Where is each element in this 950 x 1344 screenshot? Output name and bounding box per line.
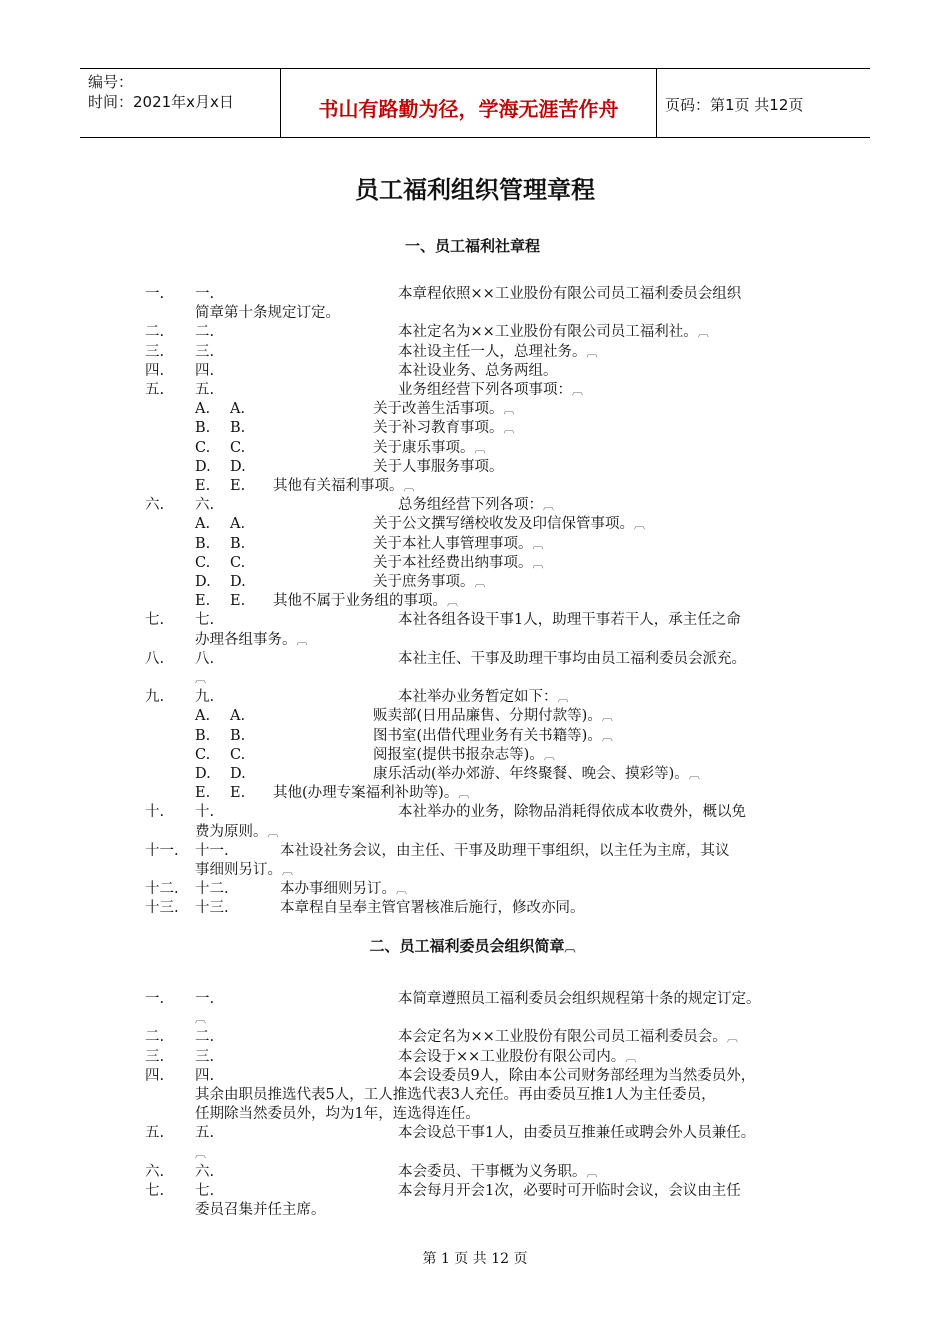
clause-outer-number: 十一.	[145, 842, 179, 859]
clause-text	[195, 1144, 206, 1163]
clause-number: 五.	[195, 1125, 215, 1142]
clause-number: 十三.	[195, 900, 229, 917]
clause-outer-number: 十三.	[145, 900, 179, 917]
clause-outer-number: 一.	[145, 286, 165, 302]
clause-number: 六.	[195, 497, 215, 514]
sub-item-letter: B.	[230, 535, 246, 552]
clause-text: 本社定名为××工业股份有限公司员工福利社。︹	[398, 324, 709, 341]
clause-outer-number: 三.	[145, 1048, 165, 1065]
sub-item-letter: B.	[230, 420, 246, 437]
clause-text: 本社各组各设干事1人，助理干事若干人，承主任之命	[398, 612, 741, 629]
clause-number: C.	[195, 439, 211, 456]
clause-number: 六.	[195, 1163, 215, 1180]
clause-number: 十.	[195, 804, 215, 821]
paragraph-mark-icon: ︹	[396, 883, 407, 897]
clause-text: 本社设主任一人，总理社务。︹	[398, 343, 598, 360]
clause-outer-number: 七.	[145, 1183, 165, 1199]
paragraph-mark-icon: ︹	[458, 787, 470, 801]
clause-number: 八.	[195, 650, 215, 667]
sub-item-letter: A.	[230, 708, 246, 725]
clause-number: 三.	[195, 343, 215, 360]
paragraph-mark-icon: ︹	[586, 345, 598, 359]
document-title: 员工福利组织管理章程	[355, 176, 595, 204]
paragraph-mark-icon: ︹	[688, 768, 700, 781]
paragraph-mark-icon: ︹	[403, 480, 415, 493]
clause-text: 简章第十条规定订定。	[195, 305, 340, 322]
paragraph-mark-icon: ︹	[557, 691, 569, 705]
clause-text: 其他(办理专案福利补助等)。︹	[273, 785, 470, 802]
clause-text: 总务组经营下列各项：︹	[398, 497, 554, 514]
clause-text: 费为原则。︹	[195, 823, 279, 840]
clause-number: 十一.	[195, 842, 229, 859]
clause-text: 本会设委员9人，除由本公司财务部经理为当然委员外，	[398, 1067, 756, 1084]
clause-text	[195, 1009, 206, 1028]
clause-outer-number: 八.	[145, 650, 165, 667]
clause-number: 四.	[195, 1067, 215, 1084]
clause-text: 本办事细则另订。︹	[280, 881, 407, 898]
clause-text: 任期除当然委员外，均为1年，连选得连任。	[195, 1106, 480, 1123]
header-page-info: 页码：第1页 共12页	[665, 96, 804, 114]
clause-number: A.	[195, 401, 211, 418]
sub-item-letter: D.	[230, 574, 246, 590]
clause-outer-number: 五.	[145, 382, 165, 398]
clause-number: B.	[195, 535, 211, 552]
paragraph-mark-icon: ︹	[532, 537, 544, 551]
clause-number: A.	[195, 708, 211, 725]
clause-text: 关于公文撰写缮校收发及印信保管事项。︹	[373, 516, 645, 533]
clause-text: 委员召集并任主席。	[195, 1202, 326, 1219]
clause-text: 本社主任、干事及助理干事均由员工福利委员会派充。	[398, 650, 746, 667]
clause-text: 本会委员、干事概为义务职。︹	[398, 1163, 598, 1180]
clause-number: E.	[195, 593, 211, 610]
paragraph-mark-icon: ︹	[296, 633, 308, 647]
clause-number: B.	[195, 420, 211, 437]
clause-number: 一.	[195, 286, 215, 302]
clause-text: 本社设社务会议，由主任、干事及助理干事组织，以主任为主席，其议	[280, 842, 730, 859]
clause-text: 本会每月开会1次，必要时可开临时会议，会议由主任	[398, 1183, 741, 1199]
page-header	[80, 68, 870, 138]
paragraph-mark-icon: ︹	[282, 864, 293, 877]
header-motto-cell	[281, 69, 657, 137]
paragraph-mark-icon: ︹	[195, 1012, 206, 1026]
clause-outer-number: 九.	[145, 689, 165, 706]
clause-number: 七.	[195, 1183, 215, 1199]
clause-number: D.	[195, 766, 211, 782]
clause-outer-number: 一.	[145, 991, 165, 1007]
clause-number: B.	[195, 727, 211, 744]
doc-time-label: 时间：2021年x月x日	[88, 93, 234, 111]
clause-number: 一.	[195, 991, 215, 1007]
paragraph-mark-icon: ︹	[447, 595, 458, 609]
clause-number: C.	[195, 554, 211, 571]
paragraph-mark-icon: ︹	[634, 518, 645, 532]
sub-item-letter: E.	[230, 593, 246, 610]
sub-item-letter: A.	[230, 401, 246, 418]
clause-outer-number: 六.	[145, 1163, 165, 1180]
sub-item-letter: A.	[230, 516, 246, 533]
clause-outer-number: 四.	[145, 362, 165, 379]
paragraph-mark-icon: ︹	[474, 576, 486, 589]
section1-heading: 一、员工福利社章程	[404, 237, 540, 255]
clause-outer-number: 六.	[145, 497, 165, 514]
sub-item-letter: E.	[230, 785, 246, 802]
clause-text: 其他有关福利事项。︹	[273, 478, 415, 494]
clause-text: 关于本社人事管理事项。︹	[373, 535, 544, 552]
clause-text: 关于改善生活事项。︹	[373, 401, 515, 418]
clause-text: 本章程依照××工业股份有限公司员工福利委员会组织	[398, 286, 742, 302]
paragraph-mark-icon: ︹	[195, 1146, 206, 1160]
clause-text: 图书室(出借代理业务有关书籍等)。︹	[373, 727, 613, 744]
clause-number: 四.	[195, 362, 215, 379]
clause-text: 关于康乐事项。︹	[373, 439, 486, 456]
clause-text: 阅报室(提供书报杂志等)。︹	[373, 746, 555, 763]
paragraph-mark-icon: ︹	[267, 825, 279, 839]
paragraph-mark-icon: ︹	[572, 384, 583, 397]
clause-text: 关于本社经费出纳事项。︹	[373, 554, 544, 571]
clause-text: 关于庶务事项。︹	[373, 574, 486, 590]
clause-outer-number: 二.	[145, 324, 165, 341]
clause-outer-number: 十二.	[145, 881, 179, 898]
sub-item-letter: D.	[230, 458, 246, 475]
clause-number: C.	[195, 746, 211, 763]
clause-number: E.	[195, 785, 211, 802]
clause-number: 二.	[195, 324, 215, 341]
clause-outer-number: 七.	[145, 612, 165, 629]
paragraph-mark-icon: ︹	[503, 403, 515, 417]
clause-outer-number: 五.	[145, 1125, 165, 1142]
clause-text: 事细则另订。︹	[195, 862, 293, 878]
page-footer: 第 1 页 共 12 页	[422, 1251, 528, 1267]
clause-text: 本社举办的业务，除物品消耗得依成本收费外，概以免	[398, 804, 746, 821]
header-meta-cell	[80, 69, 281, 137]
paragraph-mark-icon: ︹	[697, 326, 709, 340]
clause-text: 本简章遵照员工福利委员会组织规程第十条的规定订定。	[398, 991, 761, 1007]
sub-item-letter: B.	[230, 727, 246, 744]
paragraph-mark-icon: ︹	[195, 672, 206, 685]
paragraph-mark-icon: ︹	[474, 441, 486, 455]
paragraph-mark-icon: ︹	[503, 422, 515, 436]
header-page-cell	[657, 69, 870, 137]
clause-number: E.	[195, 478, 211, 494]
clause-text: 其余由职员推选代表5人，工人推选代表3人充任。再由委员互推1人为主任委员，	[195, 1087, 716, 1103]
paragraph-mark-icon: ︹	[601, 729, 613, 743]
sub-item-letter: C.	[230, 554, 246, 571]
clause-number: 二.	[195, 1029, 215, 1046]
paragraph-mark-icon: ︹	[532, 556, 544, 570]
clause-text: 本会设总干事1人，由委员互推兼任或聘会外人员兼任。	[398, 1125, 756, 1142]
clause-outer-number: 四.	[145, 1067, 165, 1084]
paragraph-mark-icon: ︹	[726, 1031, 738, 1045]
clause-text: 其他不属于业务组的事项。︹	[273, 593, 458, 610]
clause-text: 贩卖部(日用品廉售、分期付款等)。︹	[373, 708, 613, 725]
clause-text: 本会定名为××工业股份有限公司员工福利委员会。︹	[398, 1029, 738, 1046]
clause-outer-number: 三.	[145, 343, 165, 360]
clause-number: 七.	[195, 612, 215, 629]
clause-number: 五.	[195, 382, 215, 398]
clause-text: 业务组经营下列各项事项：︹	[398, 382, 583, 398]
paragraph-mark-icon: ︹	[543, 748, 555, 762]
clause-text: 办理各组事务。︹	[195, 631, 308, 648]
clause-text	[195, 669, 206, 688]
sub-item-letter: C.	[230, 746, 246, 763]
section2-heading-text: 二、员工福利委员会组织简章	[369, 937, 565, 955]
clause-outer-number: 二.	[145, 1029, 165, 1046]
paragraph-mark-icon: ︹	[586, 1165, 598, 1179]
clause-text: 本社设业务、总务两组。	[398, 362, 558, 379]
clause-text: 关于补习教育事项。︹	[373, 420, 515, 437]
paragraph-mark-icon: ︹	[625, 1050, 637, 1064]
sub-item-letter: D.	[230, 766, 246, 782]
clause-number: 九.	[195, 689, 215, 706]
doc-number-label: 编号：	[88, 73, 134, 91]
clause-number: A.	[195, 516, 211, 533]
sub-item-letter: E.	[230, 478, 246, 494]
clause-number: D.	[195, 574, 211, 590]
paragraph-mark-icon: ︹	[601, 710, 613, 724]
paragraph-mark-icon: ︹	[564, 941, 576, 954]
clause-text: 关于人事服务事项。	[373, 458, 504, 475]
sub-item-letter: C.	[230, 439, 246, 456]
clause-text: 本社举办业务暂定如下：︹	[398, 689, 569, 706]
clause-outer-number: 十.	[145, 804, 165, 821]
header-motto: 书山有路勤为径，学海无涯苦作舟	[318, 97, 619, 121]
clause-number: 十二.	[195, 881, 229, 898]
section2-heading	[0, 935, 945, 957]
clause-text: 本章程自呈奉主管官署核准后施行，修改亦同。	[280, 900, 585, 917]
clause-text: 康乐活动(举办郊游、年终聚餐、晚会、摸彩等)。︹	[373, 766, 700, 782]
clause-text: 本会设于××工业股份有限公司内。︹	[398, 1048, 637, 1065]
paragraph-mark-icon: ︹	[543, 499, 554, 513]
clause-number: 三.	[195, 1048, 215, 1065]
clause-number: D.	[195, 458, 211, 475]
